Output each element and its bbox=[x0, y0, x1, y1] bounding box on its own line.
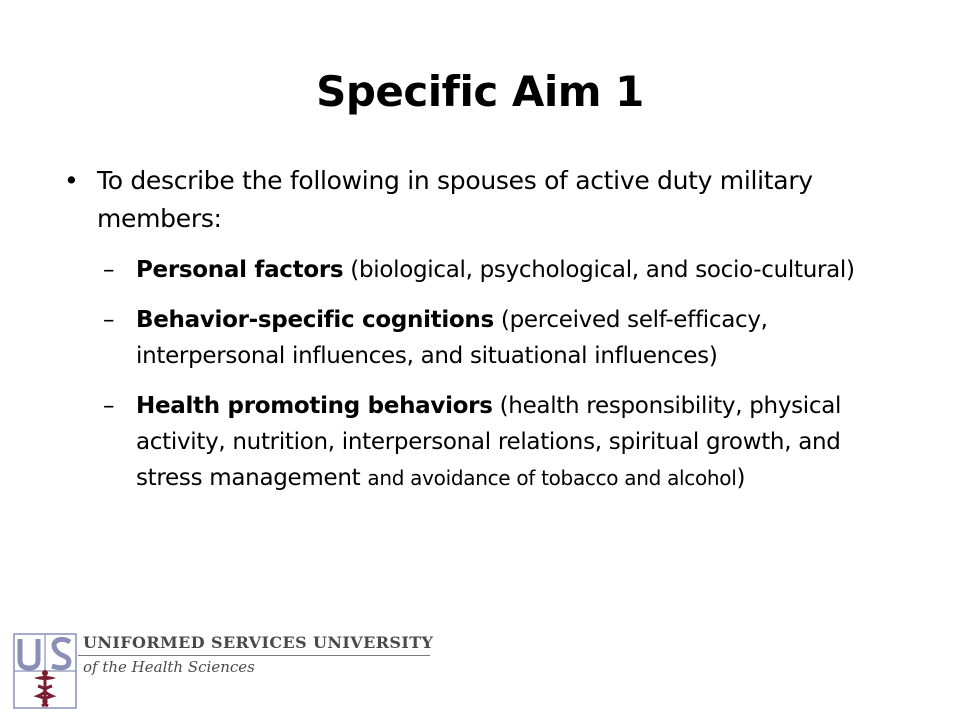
sub-bullet-bold: Health promoting behaviors bbox=[136, 393, 493, 419]
sub-bullet-text: (biological, psychological, and socio-cultural) bbox=[343, 257, 855, 283]
sub-bullet-behavior-cognitions bbox=[64, 302, 904, 374]
usu-logo bbox=[12, 630, 452, 712]
sub-bullet-health-behaviors bbox=[64, 388, 904, 496]
sub-bullet-text: (perceived self-efficacy, interpersonal influences, and situational influences) bbox=[136, 307, 768, 369]
slide-title: Specific Aim 1 bbox=[316, 67, 644, 116]
sub-bullet-personal-factors bbox=[64, 252, 904, 288]
sub-bullet-dash: – bbox=[103, 257, 115, 283]
sub-bullet-dash: – bbox=[103, 307, 115, 333]
sub-bullet-small-text: and avoidance of tobacco and alcohol bbox=[367, 466, 737, 490]
logo-university-name: UNIFORMED SERVICES UNIVERSITY bbox=[83, 633, 434, 652]
sub-bullet-bold: Personal factors bbox=[136, 257, 344, 283]
sub-bullet-text: (health responsibility, physical activity, nutrition, interpersonal relations, spiritual growth, and stress management bbox=[136, 393, 842, 491]
sub-bullet-bold: Behavior-specific cognitions bbox=[136, 307, 494, 333]
logo-divider bbox=[78, 655, 430, 656]
logo-subtitle: of the Health Sciences bbox=[83, 658, 255, 676]
usu-seal-icon bbox=[12, 630, 80, 712]
slide-content bbox=[64, 162, 904, 510]
bullet-main bbox=[64, 162, 904, 238]
sub-bullet-list bbox=[64, 252, 904, 496]
bullet-dot: • bbox=[64, 166, 79, 195]
sub-bullet-dash: – bbox=[103, 393, 115, 419]
bullet-main-text: To describe the following in spouses of active duty military members: bbox=[97, 166, 813, 233]
sub-bullet-tail: ) bbox=[736, 465, 746, 491]
